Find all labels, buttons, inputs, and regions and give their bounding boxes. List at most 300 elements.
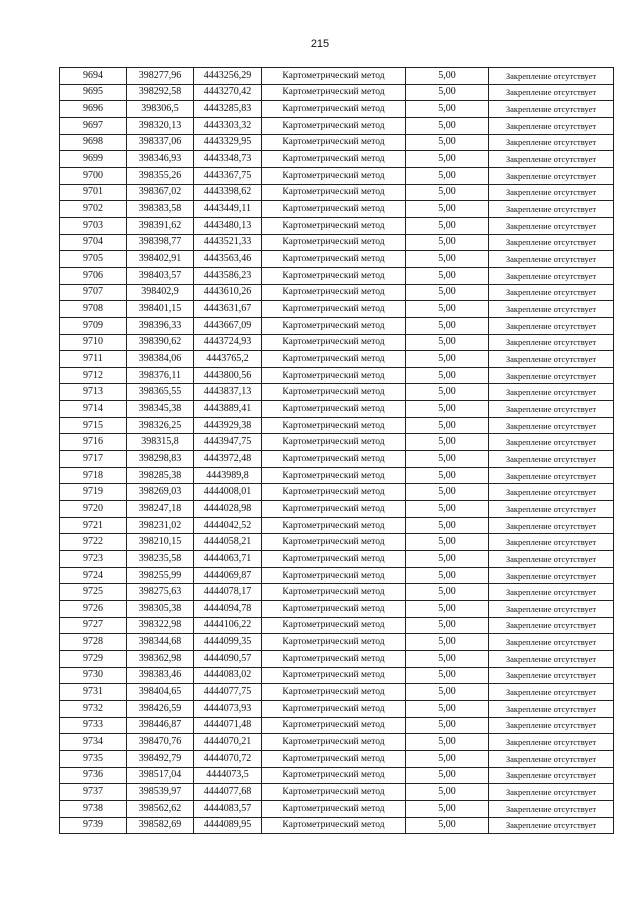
point-number-cell: 9701: [60, 184, 127, 201]
y-coordinate-cell: 4443398,62: [194, 184, 262, 201]
accuracy-cell: 5,00: [406, 351, 489, 368]
accuracy-cell: 5,00: [406, 134, 489, 151]
x-coordinate-cell: 398320,13: [127, 117, 194, 134]
point-number-cell: 9714: [60, 401, 127, 418]
fixation-cell: Закрепление отсутствует: [489, 451, 614, 468]
method-cell: Картометрический метод: [262, 234, 406, 251]
fixation-cell: Закрепление отсутствует: [489, 384, 614, 401]
y-coordinate-cell: 4443449,11: [194, 201, 262, 218]
table-row: [60, 750, 614, 767]
accuracy-cell: 5,00: [406, 650, 489, 667]
y-coordinate-cell: 4444077,68: [194, 784, 262, 801]
point-number-cell: 9739: [60, 817, 127, 834]
y-coordinate-cell: 4444094,78: [194, 601, 262, 618]
method-cell: Картометрический метод: [262, 784, 406, 801]
y-coordinate-cell: 4444083,02: [194, 667, 262, 684]
point-number-cell: 9736: [60, 767, 127, 784]
point-number-cell: 9711: [60, 351, 127, 368]
y-coordinate-cell: 4444070,72: [194, 750, 262, 767]
table-row: [60, 401, 614, 418]
x-coordinate-cell: 398383,58: [127, 201, 194, 218]
table-row: [60, 567, 614, 584]
accuracy-cell: 5,00: [406, 217, 489, 234]
accuracy-cell: 5,00: [406, 634, 489, 651]
table-row: [60, 617, 614, 634]
x-coordinate-cell: 398402,91: [127, 251, 194, 268]
x-coordinate-cell: 398344,68: [127, 634, 194, 651]
table-row: [60, 451, 614, 468]
table-row: [60, 167, 614, 184]
accuracy-cell: 5,00: [406, 684, 489, 701]
x-coordinate-cell: 398398,77: [127, 234, 194, 251]
y-coordinate-cell: 4444063,71: [194, 551, 262, 568]
fixation-cell: Закрепление отсутствует: [489, 351, 614, 368]
y-coordinate-cell: 4443765,2: [194, 351, 262, 368]
y-coordinate-cell: 4444008,01: [194, 484, 262, 501]
y-coordinate-cell: 4444070,21: [194, 734, 262, 751]
x-coordinate-cell: 398403,57: [127, 267, 194, 284]
point-number-cell: 9707: [60, 284, 127, 301]
method-cell: Картометрический метод: [262, 367, 406, 384]
method-cell: Картометрический метод: [262, 501, 406, 518]
method-cell: Картометрический метод: [262, 184, 406, 201]
x-coordinate-cell: 398383,46: [127, 667, 194, 684]
accuracy-cell: 5,00: [406, 501, 489, 518]
fixation-cell: Закрепление отсутствует: [489, 584, 614, 601]
point-number-cell: 9728: [60, 634, 127, 651]
x-coordinate-cell: 398492,79: [127, 750, 194, 767]
table-row: [60, 101, 614, 118]
table-row: [60, 134, 614, 151]
table-row: [60, 784, 614, 801]
method-cell: Картометрический метод: [262, 817, 406, 834]
fixation-cell: Закрепление отсутствует: [489, 750, 614, 767]
point-number-cell: 9697: [60, 117, 127, 134]
x-coordinate-cell: 398285,38: [127, 467, 194, 484]
y-coordinate-cell: 4443610,26: [194, 284, 262, 301]
accuracy-cell: 5,00: [406, 317, 489, 334]
point-number-cell: 9695: [60, 84, 127, 101]
x-coordinate-cell: 398275,63: [127, 584, 194, 601]
accuracy-cell: 5,00: [406, 601, 489, 618]
table-row: [60, 717, 614, 734]
fixation-cell: Закрепление отсутствует: [489, 68, 614, 85]
fixation-cell: Закрепление отсутствует: [489, 134, 614, 151]
x-coordinate-cell: 398367,02: [127, 184, 194, 201]
method-cell: Картометрический метод: [262, 284, 406, 301]
y-coordinate-cell: 4443480,13: [194, 217, 262, 234]
method-cell: Картометрический метод: [262, 700, 406, 717]
method-cell: Картометрический метод: [262, 451, 406, 468]
accuracy-cell: 5,00: [406, 334, 489, 351]
fixation-cell: Закрепление отсутствует: [489, 817, 614, 834]
y-coordinate-cell: 4443303,32: [194, 117, 262, 134]
fixation-cell: Закрепление отсутствует: [489, 734, 614, 751]
fixation-cell: Закрепление отсутствует: [489, 267, 614, 284]
point-number-cell: 9694: [60, 68, 127, 85]
table-row: [60, 384, 614, 401]
accuracy-cell: 5,00: [406, 784, 489, 801]
fixation-cell: Закрепление отсутствует: [489, 617, 614, 634]
accuracy-cell: 5,00: [406, 301, 489, 318]
y-coordinate-cell: 4444078,17: [194, 584, 262, 601]
method-cell: Картометрический метод: [262, 800, 406, 817]
table-row: [60, 634, 614, 651]
table-row: [60, 334, 614, 351]
y-coordinate-cell: 4443837,13: [194, 384, 262, 401]
point-number-cell: 9732: [60, 700, 127, 717]
table-row: [60, 467, 614, 484]
point-number-cell: 9705: [60, 251, 127, 268]
table-row: [60, 217, 614, 234]
y-coordinate-cell: 4444028,98: [194, 501, 262, 518]
x-coordinate-cell: 398470,76: [127, 734, 194, 751]
x-coordinate-cell: 398235,58: [127, 551, 194, 568]
accuracy-cell: 5,00: [406, 617, 489, 634]
table-row: [60, 534, 614, 551]
fixation-cell: Закрепление отсутствует: [489, 700, 614, 717]
method-cell: Картометрический метод: [262, 650, 406, 667]
table-row: [60, 417, 614, 434]
accuracy-cell: 5,00: [406, 167, 489, 184]
x-coordinate-cell: 398539,97: [127, 784, 194, 801]
fixation-cell: Закрепление отсутствует: [489, 217, 614, 234]
method-cell: Картометрический метод: [262, 667, 406, 684]
method-cell: Картометрический метод: [262, 101, 406, 118]
point-number-cell: 9730: [60, 667, 127, 684]
method-cell: Картометрический метод: [262, 317, 406, 334]
method-cell: Картометрический метод: [262, 334, 406, 351]
table-row: [60, 484, 614, 501]
table-row: [60, 151, 614, 168]
accuracy-cell: 5,00: [406, 551, 489, 568]
method-cell: Картометрический метод: [262, 750, 406, 767]
accuracy-cell: 5,00: [406, 517, 489, 534]
fixation-cell: Закрепление отсутствует: [489, 417, 614, 434]
x-coordinate-cell: 398582,69: [127, 817, 194, 834]
x-coordinate-cell: 398396,33: [127, 317, 194, 334]
y-coordinate-cell: 4443667,09: [194, 317, 262, 334]
method-cell: Картометрический метод: [262, 267, 406, 284]
table-row: [60, 684, 614, 701]
x-coordinate-cell: 398517,04: [127, 767, 194, 784]
table-row: [60, 267, 614, 284]
y-coordinate-cell: 4443521,33: [194, 234, 262, 251]
method-cell: Картометрический метод: [262, 117, 406, 134]
x-coordinate-cell: 398401,15: [127, 301, 194, 318]
method-cell: Картометрический метод: [262, 567, 406, 584]
point-number-cell: 9696: [60, 101, 127, 118]
point-number-cell: 9727: [60, 617, 127, 634]
y-coordinate-cell: 4443586,23: [194, 267, 262, 284]
point-number-cell: 9715: [60, 417, 127, 434]
table-row: [60, 234, 614, 251]
x-coordinate-cell: 398376,11: [127, 367, 194, 384]
accuracy-cell: 5,00: [406, 667, 489, 684]
y-coordinate-cell: 4443724,93: [194, 334, 262, 351]
accuracy-cell: 5,00: [406, 717, 489, 734]
point-number-cell: 9722: [60, 534, 127, 551]
accuracy-cell: 5,00: [406, 367, 489, 384]
x-coordinate-cell: 398247,18: [127, 501, 194, 518]
fixation-cell: Закрепление отсутствует: [489, 301, 614, 318]
y-coordinate-cell: 4443256,29: [194, 68, 262, 85]
fixation-cell: Закрепление отсутствует: [489, 251, 614, 268]
accuracy-cell: 5,00: [406, 401, 489, 418]
point-number-cell: 9720: [60, 501, 127, 518]
x-coordinate-cell: 398362,98: [127, 650, 194, 667]
point-number-cell: 9733: [60, 717, 127, 734]
method-cell: Картометрический метод: [262, 767, 406, 784]
fixation-cell: Закрепление отсутствует: [489, 484, 614, 501]
fixation-cell: Закрепление отсутствует: [489, 567, 614, 584]
accuracy-cell: 5,00: [406, 151, 489, 168]
accuracy-cell: 5,00: [406, 767, 489, 784]
point-number-cell: 9719: [60, 484, 127, 501]
accuracy-cell: 5,00: [406, 284, 489, 301]
fixation-cell: Закрепление отсутствует: [489, 601, 614, 618]
x-coordinate-cell: 398298,83: [127, 451, 194, 468]
table-row: [60, 517, 614, 534]
table-row: [60, 700, 614, 717]
fixation-cell: Закрепление отсутствует: [489, 317, 614, 334]
accuracy-cell: 5,00: [406, 800, 489, 817]
fixation-cell: Закрепление отсутствует: [489, 501, 614, 518]
y-coordinate-cell: 4444069,87: [194, 567, 262, 584]
x-coordinate-cell: 398404,65: [127, 684, 194, 701]
accuracy-cell: 5,00: [406, 384, 489, 401]
y-coordinate-cell: 4444042,52: [194, 517, 262, 534]
x-coordinate-cell: 398365,55: [127, 384, 194, 401]
method-cell: Картометрический метод: [262, 201, 406, 218]
page-number: 215: [310, 38, 330, 50]
y-coordinate-cell: 4444077,75: [194, 684, 262, 701]
point-number-cell: 9698: [60, 134, 127, 151]
table-row: [60, 667, 614, 684]
table-row: [60, 251, 614, 268]
fixation-cell: Закрепление отсутствует: [489, 184, 614, 201]
table-row: [60, 650, 614, 667]
fixation-cell: Закрепление отсутствует: [489, 534, 614, 551]
fixation-cell: Закрепление отсутствует: [489, 717, 614, 734]
point-number-cell: 9729: [60, 650, 127, 667]
point-number-cell: 9706: [60, 267, 127, 284]
table-row: [60, 367, 614, 384]
accuracy-cell: 5,00: [406, 417, 489, 434]
y-coordinate-cell: 4444083,57: [194, 800, 262, 817]
accuracy-cell: 5,00: [406, 184, 489, 201]
x-coordinate-cell: 398391,62: [127, 217, 194, 234]
method-cell: Картометрический метод: [262, 134, 406, 151]
method-cell: Картометрический метод: [262, 401, 406, 418]
fixation-cell: Закрепление отсутствует: [489, 84, 614, 101]
table-row: [60, 817, 614, 834]
method-cell: Картометрический метод: [262, 301, 406, 318]
y-coordinate-cell: 4444106,22: [194, 617, 262, 634]
method-cell: Картометрический метод: [262, 601, 406, 618]
fixation-cell: Закрепление отсутствует: [489, 117, 614, 134]
point-number-cell: 9710: [60, 334, 127, 351]
y-coordinate-cell: 4443631,67: [194, 301, 262, 318]
x-coordinate-cell: 398337,06: [127, 134, 194, 151]
x-coordinate-cell: 398210,15: [127, 534, 194, 551]
fixation-cell: Закрепление отсутствует: [489, 800, 614, 817]
table-row: [60, 501, 614, 518]
y-coordinate-cell: 4443285,83: [194, 101, 262, 118]
y-coordinate-cell: 4443800,56: [194, 367, 262, 384]
point-number-cell: 9734: [60, 734, 127, 751]
y-coordinate-cell: 4444090,57: [194, 650, 262, 667]
method-cell: Картометрический метод: [262, 584, 406, 601]
accuracy-cell: 5,00: [406, 467, 489, 484]
y-coordinate-cell: 4443270,42: [194, 84, 262, 101]
y-coordinate-cell: 4443929,38: [194, 417, 262, 434]
accuracy-cell: 5,00: [406, 451, 489, 468]
y-coordinate-cell: 4444071,48: [194, 717, 262, 734]
table-row: [60, 351, 614, 368]
accuracy-cell: 5,00: [406, 534, 489, 551]
table-row: [60, 584, 614, 601]
x-coordinate-cell: 398322,98: [127, 617, 194, 634]
fixation-cell: Закрепление отсутствует: [489, 767, 614, 784]
accuracy-cell: 5,00: [406, 584, 489, 601]
method-cell: Картометрический метод: [262, 684, 406, 701]
table-row: [60, 68, 614, 85]
table-row: [60, 551, 614, 568]
y-coordinate-cell: 4444073,93: [194, 700, 262, 717]
fixation-cell: Закрепление отсутствует: [489, 684, 614, 701]
fixation-cell: Закрепление отсутствует: [489, 367, 614, 384]
accuracy-cell: 5,00: [406, 68, 489, 85]
x-coordinate-cell: 398292,58: [127, 84, 194, 101]
method-cell: Картометрический метод: [262, 534, 406, 551]
table-row: [60, 734, 614, 751]
point-number-cell: 9726: [60, 601, 127, 618]
y-coordinate-cell: 4443989,8: [194, 467, 262, 484]
y-coordinate-cell: 4443367,75: [194, 167, 262, 184]
method-cell: Картометрический метод: [262, 68, 406, 85]
fixation-cell: Закрепление отсутствует: [489, 167, 614, 184]
accuracy-cell: 5,00: [406, 700, 489, 717]
x-coordinate-cell: 398390,62: [127, 334, 194, 351]
method-cell: Картометрический метод: [262, 351, 406, 368]
y-coordinate-cell: 4443947,75: [194, 434, 262, 451]
y-coordinate-cell: 4443348,73: [194, 151, 262, 168]
point-number-cell: 9702: [60, 201, 127, 218]
y-coordinate-cell: 4443972,48: [194, 451, 262, 468]
accuracy-cell: 5,00: [406, 234, 489, 251]
accuracy-cell: 5,00: [406, 434, 489, 451]
table-row: [60, 84, 614, 101]
method-cell: Картометрический метод: [262, 384, 406, 401]
x-coordinate-cell: 398269,03: [127, 484, 194, 501]
x-coordinate-cell: 398231,02: [127, 517, 194, 534]
x-coordinate-cell: 398562,62: [127, 800, 194, 817]
y-coordinate-cell: 4443329,95: [194, 134, 262, 151]
point-number-cell: 9735: [60, 750, 127, 767]
x-coordinate-cell: 398345,38: [127, 401, 194, 418]
point-number-cell: 9723: [60, 551, 127, 568]
point-number-cell: 9708: [60, 301, 127, 318]
x-coordinate-cell: 398426,59: [127, 700, 194, 717]
method-cell: Картометрический метод: [262, 551, 406, 568]
x-coordinate-cell: 398305,38: [127, 601, 194, 618]
method-cell: Картометрический метод: [262, 717, 406, 734]
accuracy-cell: 5,00: [406, 201, 489, 218]
coordinates-table-body: [60, 68, 614, 834]
table-row: [60, 767, 614, 784]
accuracy-cell: 5,00: [406, 84, 489, 101]
y-coordinate-cell: 4444089,95: [194, 817, 262, 834]
method-cell: Картометрический метод: [262, 84, 406, 101]
point-number-cell: 9700: [60, 167, 127, 184]
fixation-cell: Закрепление отсутствует: [489, 201, 614, 218]
fixation-cell: Закрепление отсутствует: [489, 434, 614, 451]
point-number-cell: 9717: [60, 451, 127, 468]
x-coordinate-cell: 398446,87: [127, 717, 194, 734]
point-number-cell: 9704: [60, 234, 127, 251]
point-number-cell: 9699: [60, 151, 127, 168]
method-cell: Картометрический метод: [262, 167, 406, 184]
fixation-cell: Закрепление отсутствует: [489, 551, 614, 568]
fixation-cell: Закрепление отсутствует: [489, 401, 614, 418]
fixation-cell: Закрепление отсутствует: [489, 101, 614, 118]
method-cell: Картометрический метод: [262, 151, 406, 168]
fixation-cell: Закрепление отсутствует: [489, 334, 614, 351]
method-cell: Картометрический метод: [262, 484, 406, 501]
fixation-cell: Закрепление отсутствует: [489, 151, 614, 168]
method-cell: Картометрический метод: [262, 251, 406, 268]
point-number-cell: 9713: [60, 384, 127, 401]
point-number-cell: 9712: [60, 367, 127, 384]
fixation-cell: Закрепление отсутствует: [489, 467, 614, 484]
method-cell: Картометрический метод: [262, 617, 406, 634]
accuracy-cell: 5,00: [406, 817, 489, 834]
fixation-cell: Закрепление отсутствует: [489, 650, 614, 667]
accuracy-cell: 5,00: [406, 734, 489, 751]
accuracy-cell: 5,00: [406, 750, 489, 767]
accuracy-cell: 5,00: [406, 101, 489, 118]
table-row: [60, 184, 614, 201]
accuracy-cell: 5,00: [406, 251, 489, 268]
fixation-cell: Закрепление отсутствует: [489, 284, 614, 301]
y-coordinate-cell: 4443889,41: [194, 401, 262, 418]
method-cell: Картометрический метод: [262, 634, 406, 651]
point-number-cell: 9721: [60, 517, 127, 534]
accuracy-cell: 5,00: [406, 567, 489, 584]
table-row: [60, 201, 614, 218]
point-number-cell: 9716: [60, 434, 127, 451]
point-number-cell: 9724: [60, 567, 127, 584]
point-number-cell: 9737: [60, 784, 127, 801]
point-number-cell: 9709: [60, 317, 127, 334]
table-row: [60, 284, 614, 301]
y-coordinate-cell: 4444073,5: [194, 767, 262, 784]
table-row: [60, 117, 614, 134]
fixation-cell: Закрепление отсутствует: [489, 784, 614, 801]
accuracy-cell: 5,00: [406, 484, 489, 501]
fixation-cell: Закрепление отсутствует: [489, 517, 614, 534]
accuracy-cell: 5,00: [406, 117, 489, 134]
x-coordinate-cell: 398315,8: [127, 434, 194, 451]
x-coordinate-cell: 398346,93: [127, 151, 194, 168]
point-number-cell: 9703: [60, 217, 127, 234]
y-coordinate-cell: 4444058,21: [194, 534, 262, 551]
table-row: [60, 800, 614, 817]
fixation-cell: Закрепление отсутствует: [489, 634, 614, 651]
point-number-cell: 9738: [60, 800, 127, 817]
fixation-cell: Закрепление отсутствует: [489, 234, 614, 251]
